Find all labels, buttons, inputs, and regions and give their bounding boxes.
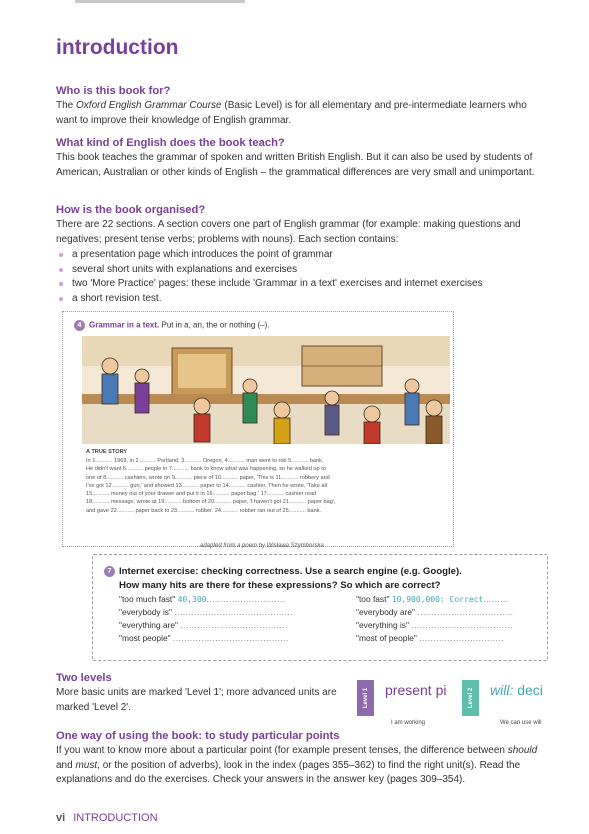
answer-right: 10,900,000: Correct <box>391 595 484 604</box>
paragraph-how: There are 22 sections. A section covers one part of English grammar (for example: making questions and negatives; present tense verbs; problems with nouns). Each section contains: <box>56 219 521 245</box>
story-title: A TRUE STORY <box>86 449 128 455</box>
story-credit: adapted from a poem by Wisława Szymborska <box>200 543 324 549</box>
level-1-subtext: I am working <box>391 720 426 726</box>
story-text <box>86 457 442 515</box>
section-contents-list <box>56 248 483 307</box>
book-title: Oxford English Grammar Course <box>76 100 222 111</box>
list-item: a presentation page which introduces the point of grammar <box>56 248 483 263</box>
page-title: introduction <box>56 36 179 59</box>
paragraph-what: This book teaches the grammar of spoken and written British English. But it can also be used by students of American, Australian or other kinds of English – the grammatical differences are very small and unimportant. <box>56 152 535 178</box>
expression-left: "everything are" ...................................... <box>119 620 288 630</box>
level-2-tab: Level 2 <box>462 680 479 716</box>
expression-left: "most people" ......................................... <box>119 633 289 643</box>
expression-right: "everybody are" .................................. <box>356 607 514 617</box>
level-1-title: present pi <box>385 682 447 698</box>
internet-exercise-question: How many hits are there for these expressions? So which are correct? <box>119 580 441 591</box>
page-number: vi <box>56 812 66 824</box>
story-line: one of 8........... cashiers, wrote on 9........... piece of 10........... paper, 'This is 11........... robbery and <box>86 474 330 481</box>
story-line: and gave 22........... paper back to 23........... robber. 24........... robber ran out of 25........... bank. <box>86 507 322 514</box>
top-rule <box>75 0 245 3</box>
paragraph-levels: More basic units are marked 'Level 1'; more advanced units are marked 'Level 2'. <box>56 687 337 713</box>
heading-how: How is the book organised? <box>56 204 206 216</box>
heading-who: Who is this book for? <box>56 85 171 97</box>
level-2-title: will: deci <box>490 682 543 698</box>
footer-label: INTRODUCTION <box>73 812 158 824</box>
exercise-number: 7 <box>104 566 115 577</box>
level-2-sample <box>462 680 554 728</box>
list-item: two 'More Practice' pages: these include 'Grammar in a text' exercises and internet exercises <box>56 277 483 292</box>
story-line: 18........... message, wrote at 19........... bottom of 20........... paper, 'I haven't got 21........... paper bag', <box>86 499 336 506</box>
story-line: I've got 12........... gun,' and showed 13........... paper to 14........... cashier. Then he wrote, 'Take all <box>86 482 327 489</box>
level-1-sample <box>357 680 453 728</box>
exercise-number: 4 <box>74 320 85 331</box>
grammar-exercise-heading: 4 Grammar in a text. Put in a, an, the or nothing (–). <box>74 320 270 331</box>
expression-right: "everything is" .................................... <box>356 620 514 630</box>
expression-right: "too fast" 10,900,000: Correct......... <box>356 594 509 604</box>
bank-robbery-illustration <box>82 336 450 444</box>
list-item: several short units with explanations and exercises <box>56 263 483 278</box>
answer-left: 40,300 <box>177 595 207 604</box>
page-footer <box>56 812 158 824</box>
expression-right: "most of people" .............................. <box>356 633 505 643</box>
story-line: He didn't want 6........... people in 7........... bank to know what was happening, so he walked up to <box>86 466 326 473</box>
list-item: a short revision test. <box>56 292 483 307</box>
paragraph-who: The Oxford English Grammar Course (Basic Level) is for all elementary and pre-intermediate learners who want to improve their knowledge of English grammar. <box>56 100 527 126</box>
story-line: In 1........... 1969, in 2........... Portland, 3........... Oregon, 4........... man went to rob 5........... bank. <box>86 458 324 464</box>
internet-exercise-heading: 7 Internet exercise: checking correctness. Use a search engine (e.g. Google). <box>104 566 462 577</box>
paragraph-way: If you want to know more about a particular point (for example present tenses, the difference between should and must, or the position of adverbs), look in the index (pages 355–362) to find the right unit(s). Read the explanations and do the exercises. Check your answers in the answer key (pages 309–354). <box>56 745 538 786</box>
level-1-tab: Level 1 <box>357 680 374 716</box>
heading-what: What kind of English does the book teach? <box>56 137 285 149</box>
expression-left: "too much fast" 40,300............................ <box>119 594 286 604</box>
story-line: 15........... money out of your drawer and put it in 16........... paper bag.' 17........... cashier read <box>86 491 317 498</box>
heading-levels: Two levels <box>56 672 112 684</box>
expression-left: "everybody is" .......................................... <box>119 607 294 617</box>
level-2-subtext: We can use will <box>500 720 542 726</box>
heading-way: One way of using the book: to study particular points <box>56 730 340 742</box>
